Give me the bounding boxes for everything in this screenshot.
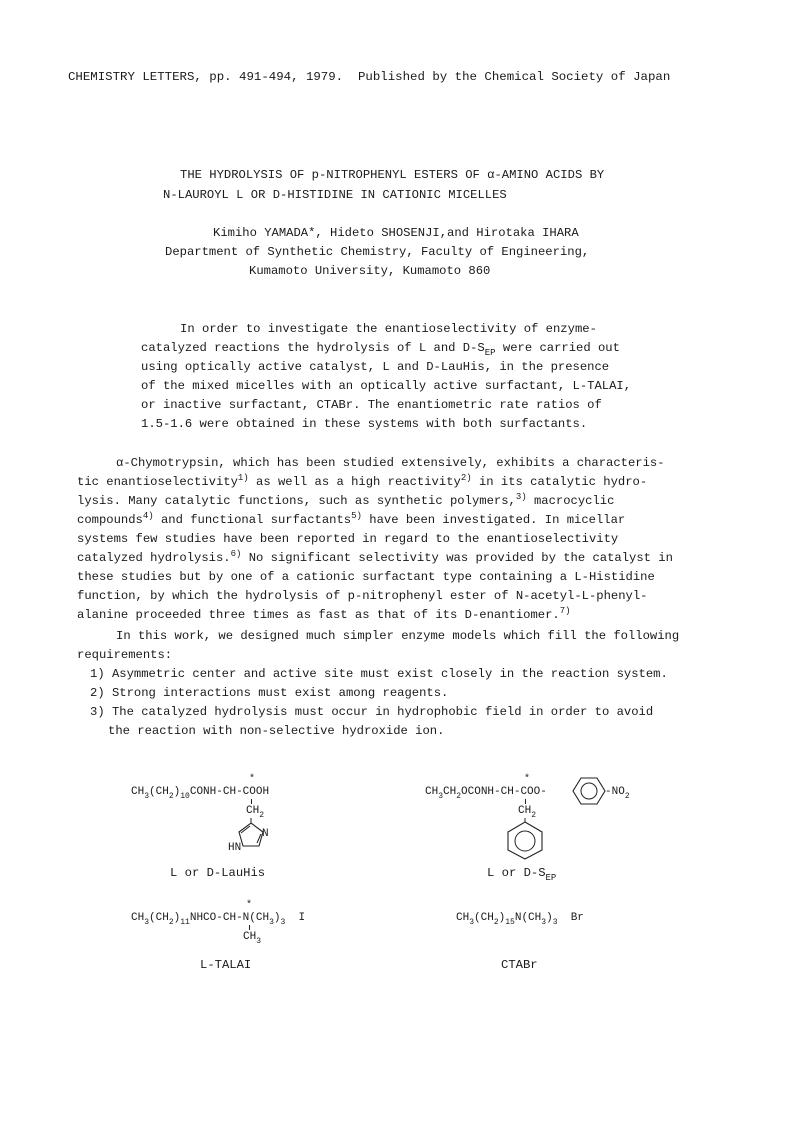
imidazole-hn: HN — [228, 842, 242, 854]
requirement-3-cont: the reaction with non-selective hydroxide ion. — [108, 724, 445, 738]
requirement-1: 1) Asymmetric center and active site must exist closely in the reaction system. — [90, 667, 668, 681]
bond-line — [251, 799, 252, 804]
requirement-3: 3) The catalyzed hydrolysis must occur in hydrophobic field in order to avoid — [90, 705, 654, 719]
chiral-star: * — [246, 900, 253, 911]
abstract-line-5: or inactive surfactant, CTABr. The enantiometric rate ratios of — [141, 398, 602, 412]
sep-label: L or $D-S_{EP}$ — [487, 866, 557, 883]
lauhis-label: L or D-LauHis — [170, 866, 266, 880]
sep-formula-right: $-NO_2$ — [605, 786, 630, 801]
body-line: function, by which the hydrolysis of p-nitrophenyl ester of N-acetyl-L-phenyl- — [77, 589, 648, 603]
sep-formula-left: $CH_3CH_2OCONH-CH-COO-$ — [425, 786, 547, 801]
affiliation-line-2: Kumamoto University, Kumamoto 860 — [249, 264, 491, 278]
body-line: α-Chymotrypsin, which has been studied extensively, exhibits a characteris- — [116, 456, 665, 470]
body-line: alanine proceeded three times as fast as that of its D-enantiomer.$^{7)}$ — [77, 606, 571, 622]
body-line: catalyzed hydrolysis.$^{6)}$ No significant selectivity was provided by the catalyst in — [77, 549, 673, 565]
sep-ch2: $CH_2$ — [518, 805, 537, 820]
talai-ch3: $CH_3$ — [243, 931, 262, 946]
benzene-ring-icon — [572, 776, 606, 806]
body-line: compounds$^{4)}$ and functional surfactants$^{5)}$ have been investigated. In micellar — [77, 511, 626, 527]
title-line-1: THE HYDROLYSIS OF p-NITROPHENYL ESTERS OF α-AMINO ACIDS BY — [180, 168, 605, 182]
body-line: requirements: — [77, 648, 173, 662]
body-line: systems few studies have been reported in regard to the enantioselectivity — [77, 532, 619, 546]
phenyl-ring-icon — [503, 818, 547, 860]
chiral-star: * — [249, 774, 256, 785]
abstract-line-4: of the mixed micelles with an optically active surfactant, L-TALAI, — [141, 379, 632, 393]
chiral-star: * — [524, 774, 531, 785]
requirement-2: 2) Strong interactions must exist among reagents. — [90, 686, 449, 700]
talai-label: L-TALAI — [200, 958, 252, 972]
ctabr-label: CTABr — [501, 958, 538, 972]
abstract-line-3: using optically active catalyst, L and D-LauHis, in the presence — [141, 360, 610, 374]
abstract-line-6: 1.5-1.6 were obtained in these systems with both surfactants. — [141, 417, 588, 431]
imidazole-n: N — [262, 828, 269, 840]
body-line: these studies but by one of a cationic surfactant type containing a L-Histidine — [77, 570, 655, 584]
bond-line — [525, 799, 526, 804]
ctabr-formula: $CH_3(CH_2)_{15}N(CH_3)_3$ Br — [456, 912, 584, 927]
journal-header: CHEMISTRY LETTERS, pp. 491-494, 1979. Published by the Chemical Society of Japan — [68, 70, 671, 84]
authors: Kimiho YAMADA*, Hideto SHOSENJI,and Hirotaka IHARA — [213, 226, 579, 240]
body-line: In this work, we designed much simpler enzyme models which fill the following — [116, 629, 680, 643]
body-line: lysis. Many catalytic functions, such as synthetic polymers,$^{3)}$ macrocyclic — [77, 492, 615, 508]
title-line-2: N-LAUROYL L OR D-HISTIDINE IN CATIONIC MICELLES — [163, 188, 507, 202]
affiliation-line-1: Department of Synthetic Chemistry, Faculty of Engineering, — [165, 245, 590, 259]
talai-formula: $CH_3(CH_2)_{11}NHCO-CH-N(CH_3)_3$ I — [131, 912, 306, 927]
lauhis-formula: $CH_3(CH_2)_{10}CONH-CH$-COOH — [131, 786, 270, 801]
body-line: tic enantioselectivity$^{1)}$ as well as a high reactivity$^{2)}$ in its catalytic hydro- — [77, 473, 648, 489]
abstract-line-2: catalyzed reactions the hydrolysis of L and $D-S_{EP}$ were carried out — [141, 341, 620, 358]
lauhis-ch2: $CH_2$ — [246, 805, 265, 820]
bond-line — [249, 925, 250, 930]
abstract-line-1: In order to investigate the enantioselectivity of enzyme- — [180, 322, 597, 336]
